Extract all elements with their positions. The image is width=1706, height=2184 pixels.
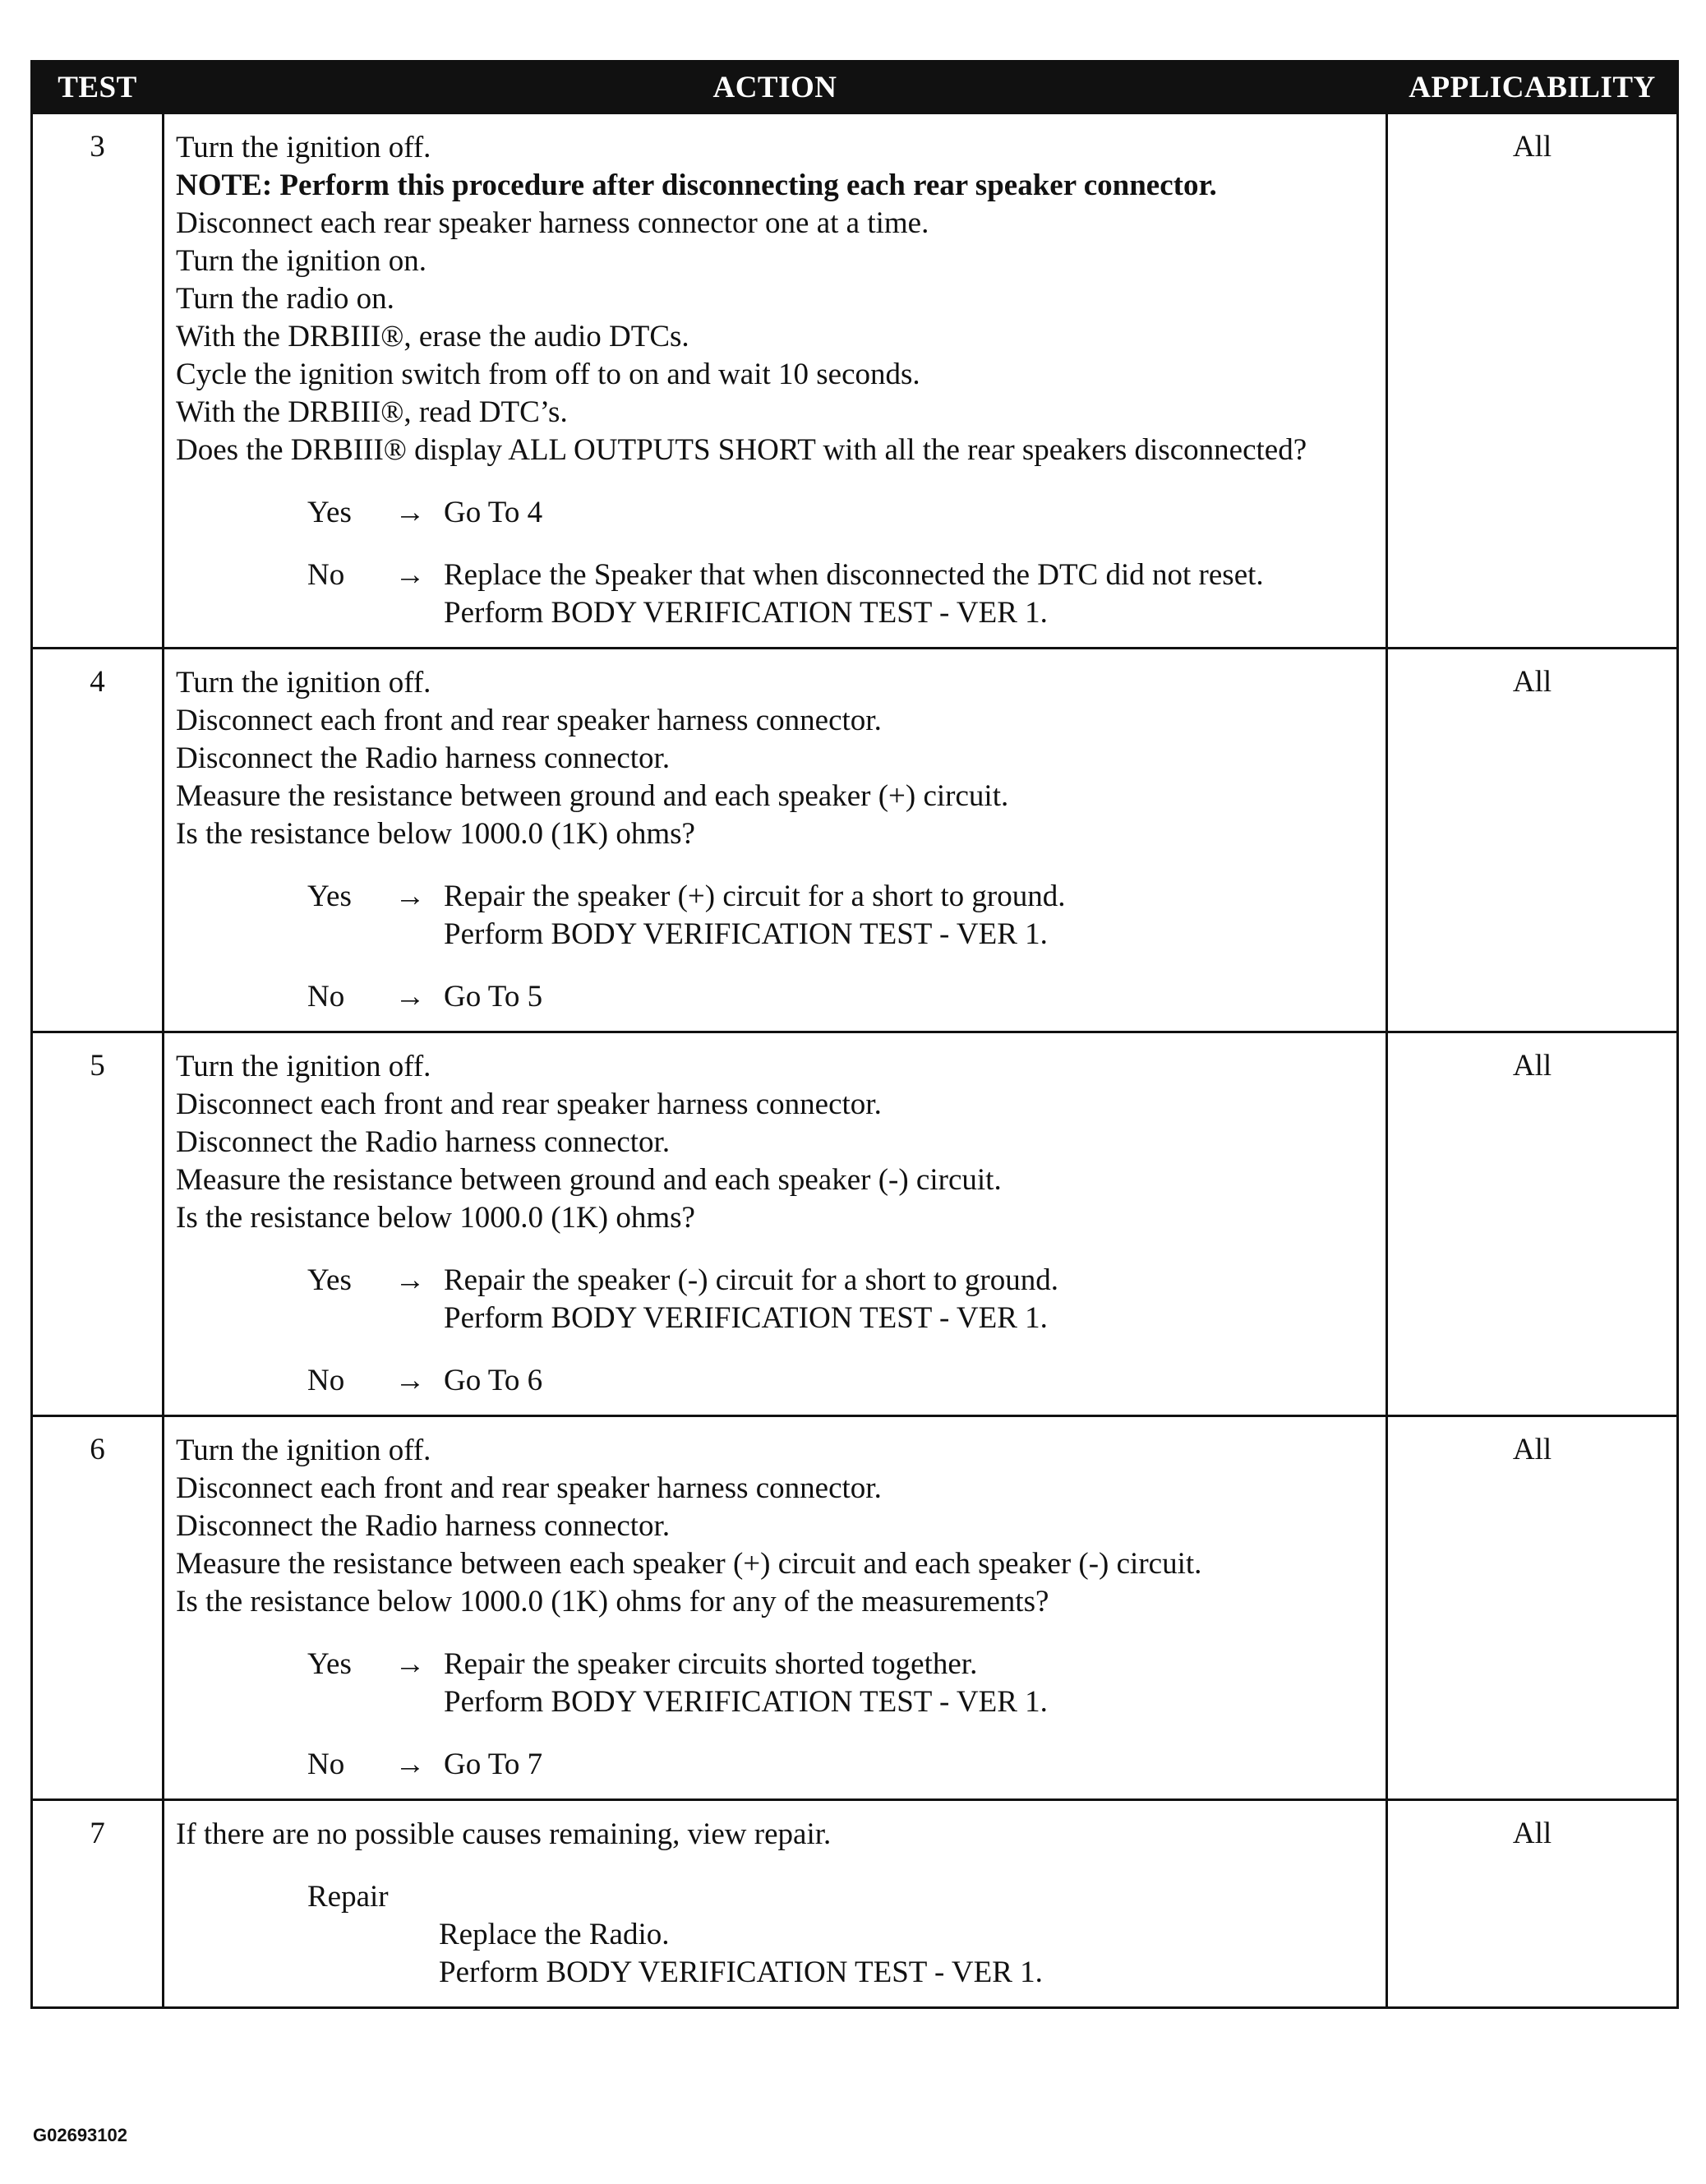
step-text: With the DRBIII®, erase the audio DTCs. [176, 320, 689, 353]
branch-text [444, 978, 1377, 1016]
arrow-right-icon: → [394, 558, 426, 592]
action-cell [164, 649, 1387, 1032]
table-row [32, 1416, 1678, 1800]
header-action: ACTION [164, 62, 1387, 113]
test-number: 3 [32, 113, 164, 649]
branch-line: Perform BODY VERIFICATION TEST - VER 1. [444, 1301, 1048, 1335]
yes-branch [176, 1646, 1377, 1721]
branch-line: Perform BODY VERIFICATION TEST - VER 1. [444, 917, 1048, 951]
branch-line: Repair the speaker circuits shorted together. [444, 1647, 978, 1681]
repair-line: Perform BODY VERIFICATION TEST - VER 1. [439, 1955, 1043, 1989]
step-text: If there are no possible causes remaining, view repair. [176, 1817, 832, 1851]
step-text: Measure the resistance between ground and each speaker (-) circuit. [176, 1163, 1002, 1197]
question-text: Is the resistance below 1000.0 (1K) ohms? [176, 817, 695, 851]
step-text: Disconnect the Radio harness connector. [176, 1509, 671, 1543]
yes-branch [176, 878, 1377, 953]
yes-branch [176, 1262, 1377, 1337]
no-label: No [307, 980, 345, 1014]
branch-line: Repair the speaker (-) circuit for a short to ground. [444, 1263, 1058, 1297]
step-text: Turn the ignition off. [176, 666, 431, 700]
branch-line: Replace the Speaker that when disconnected the DTC did not reset. [444, 558, 1264, 592]
step-text: Disconnect each rear speaker harness connector one at a time. [176, 206, 929, 240]
arrow-right-icon: → [394, 1748, 426, 1781]
table-row [32, 649, 1678, 1032]
figure-id: G02693102 [33, 2125, 127, 2145]
step-text: Cycle the ignition switch from off to on and wait 10 seconds. [176, 358, 920, 391]
step-text: Disconnect each front and rear speaker harness connector. [176, 1471, 882, 1505]
applicability-value: All [1387, 649, 1678, 1032]
action-cell [164, 1800, 1387, 2008]
branch-line: Go To 6 [444, 1364, 543, 1397]
branch-text [444, 494, 1377, 532]
question-text: Is the resistance below 1000.0 (1K) ohms? [176, 1201, 695, 1235]
arrow-right-icon: → [394, 496, 426, 529]
step-text: Disconnect each front and rear speaker harness connector. [176, 1087, 882, 1121]
arrow-right-icon: → [394, 1647, 426, 1681]
branch-text [444, 878, 1377, 953]
arrow-right-icon: → [394, 1263, 426, 1297]
arrow-right-icon: → [394, 1364, 426, 1397]
step-text: With the DRBIII®, read DTC’s. [176, 395, 568, 429]
action-cell [164, 113, 1387, 649]
question-text: Does the DRBIII® display ALL OUTPUTS SHORT with all the rear speakers disconnected? [176, 433, 1307, 467]
yes-label: Yes [307, 880, 352, 913]
step-text: Measure the resistance between ground and each speaker (+) circuit. [176, 779, 1009, 813]
branch-text [444, 1646, 1377, 1721]
no-label: No [307, 558, 345, 592]
applicability-value: All [1387, 1800, 1678, 2008]
test-number: 6 [32, 1416, 164, 1800]
no-branch [176, 978, 1377, 1016]
no-branch [176, 1746, 1377, 1784]
diagnostic-test-table [30, 60, 1679, 2009]
branch-line: Go To 4 [444, 496, 543, 529]
yes-label: Yes [307, 1263, 352, 1297]
action-cell [164, 1032, 1387, 1416]
header-applicability: APPLICABILITY [1387, 62, 1678, 113]
header-test: TEST [32, 62, 164, 113]
no-branch [176, 556, 1377, 632]
applicability-value: All [1387, 1032, 1678, 1416]
table-header-row [32, 62, 1678, 113]
branch-text [444, 556, 1377, 632]
applicability-value: All [1387, 113, 1678, 649]
branch-text [444, 1362, 1377, 1400]
step-text: Turn the ignition off. [176, 1434, 431, 1467]
step-text: Turn the ignition off. [176, 1050, 431, 1083]
yes-label: Yes [307, 496, 352, 529]
step-text: Disconnect each front and rear speaker harness connector. [176, 704, 882, 737]
repair-label: Repair [307, 1880, 389, 1914]
no-branch [176, 1362, 1377, 1400]
repair-line: Replace the Radio. [439, 1918, 670, 1951]
yes-branch [176, 494, 1377, 532]
test-number: 7 [32, 1800, 164, 2008]
table-row [32, 1032, 1678, 1416]
table-row [32, 1800, 1678, 2008]
table-row [32, 113, 1678, 649]
step-text: Disconnect the Radio harness connector. [176, 741, 671, 775]
step-text: Turn the ignition off. [176, 131, 431, 164]
yes-label: Yes [307, 1647, 352, 1681]
branch-text [444, 1262, 1377, 1337]
branch-line: Go To 7 [444, 1748, 543, 1781]
branch-line: Perform BODY VERIFICATION TEST - VER 1. [444, 596, 1048, 630]
step-text: Turn the ignition on. [176, 244, 426, 278]
question-text: Is the resistance below 1000.0 (1K) ohms for any of the measurements? [176, 1585, 1049, 1618]
no-label: No [307, 1364, 345, 1397]
branch-line: Repair the speaker (+) circuit for a short to ground. [444, 880, 1066, 913]
test-number: 5 [32, 1032, 164, 1416]
action-cell [164, 1416, 1387, 1800]
no-label: No [307, 1748, 345, 1781]
test-number: 4 [32, 649, 164, 1032]
arrow-right-icon: → [394, 880, 426, 913]
branch-line: Go To 5 [444, 980, 543, 1014]
applicability-value: All [1387, 1416, 1678, 1800]
step-text: Disconnect the Radio harness connector. [176, 1125, 671, 1159]
step-text: Turn the radio on. [176, 282, 394, 316]
note-text: NOTE: Perform this procedure after disconnecting each rear speaker connector. [176, 169, 1217, 202]
step-text: Measure the resistance between each speaker (+) circuit and each speaker (-) circuit. [176, 1547, 1202, 1581]
arrow-right-icon: → [394, 980, 426, 1014]
branch-line: Perform BODY VERIFICATION TEST - VER 1. [444, 1685, 1048, 1719]
branch-text [444, 1746, 1377, 1784]
